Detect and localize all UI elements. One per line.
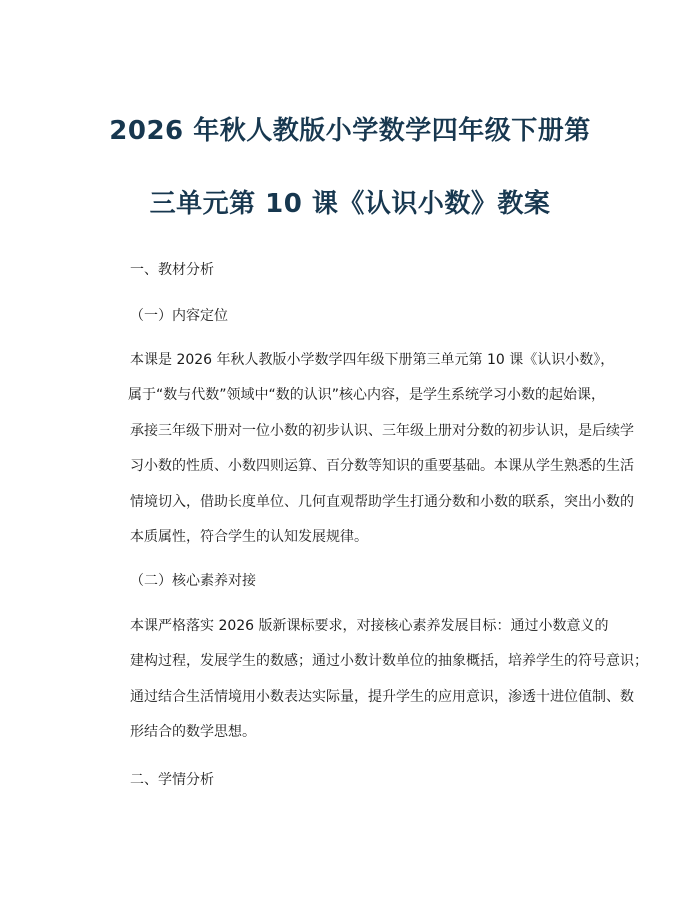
section-heading-teaching-material-analysis: 一、教材分析 bbox=[130, 262, 214, 278]
paragraph-line: 建构过程，发展学生的数感；通过小数计数单位的抽象概括，培养学生的符号意识； bbox=[130, 653, 648, 670]
paragraph-line: 通过结合生活情境用小数表达实际量，提升学生的应用意识，渗透十进位值制、数 bbox=[130, 688, 634, 705]
paragraph-line: 本质属性，符合学生的认知发展规律。 bbox=[130, 529, 368, 546]
paragraph-core-literacy bbox=[130, 609, 648, 751]
document-title-line-1: 2026 年秋人教版小学数学四年级下册第 bbox=[109, 116, 591, 146]
subsection-heading-core-literacy: （二）核心素养对接 bbox=[130, 573, 256, 589]
paragraph-line: 形结合的数学思想。 bbox=[130, 724, 256, 741]
paragraph-line: 情境切入，借助长度单位、几何直观帮助学生打通分数和小数的联系，突出小数的 bbox=[130, 493, 634, 510]
section-heading-learner-analysis: 二、学情分析 bbox=[130, 772, 214, 788]
paragraph-line: 本课严格落实 2026 版新课标要求，对接核心素养发展目标：通过小数意义的 bbox=[130, 618, 609, 634]
paragraph-line: 习小数的性质、小数四则运算、百分数等知识的重要基础。本课从学生熟悉的生活 bbox=[130, 458, 634, 475]
paragraph-content-positioning bbox=[128, 343, 634, 555]
paragraph-line: 本课是 2026 年秋人教版小学数学四年级下册第三单元第 10 课《认识小数》， bbox=[130, 352, 615, 368]
document-title-line-2: 三单元第 10 课《认识小数》教案 bbox=[149, 189, 551, 219]
paragraph-line: 承接三年级下册对一位小数的初步认识、三年级上册对分数的初步认识，是后续学 bbox=[130, 422, 634, 439]
subsection-heading-content-positioning: （一）内容定位 bbox=[130, 308, 228, 324]
paragraph-line: 属于“数与代数”领域中“数的认识”核心内容，是学生系统学习小数的起始课， bbox=[128, 387, 606, 404]
